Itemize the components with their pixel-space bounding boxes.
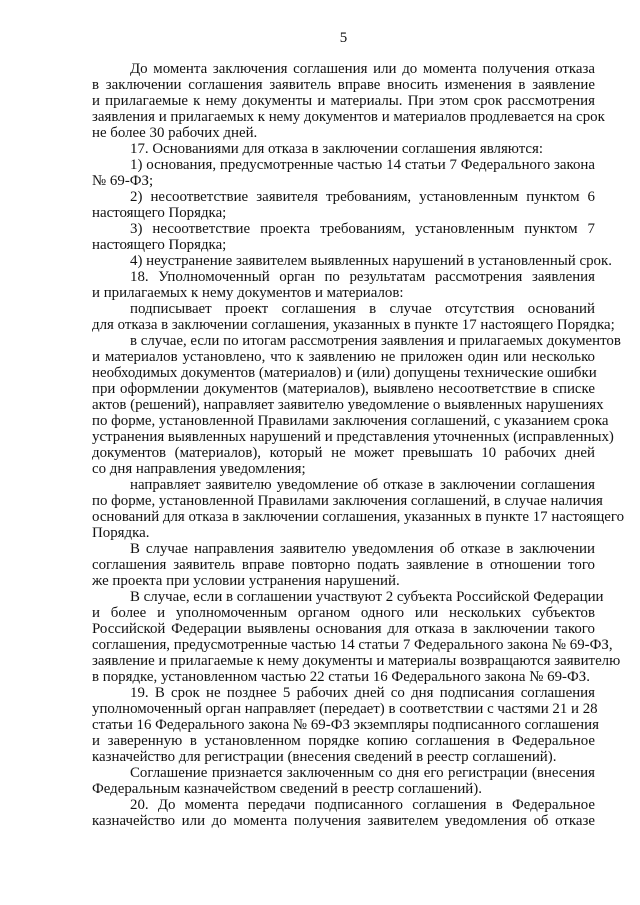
text-line: и более и уполномоченным органом одного или нескольких субъектов <box>92 605 595 621</box>
text-line: В случае, если в соглашении участвуют 2 субъекта Российской Федерации <box>130 589 604 605</box>
paragraph <box>92 301 615 333</box>
paragraph <box>92 589 621 685</box>
document-body <box>92 61 625 829</box>
paragraph <box>92 333 621 477</box>
paragraph <box>92 269 595 301</box>
text-line: для отказа в заключении соглашения, указанных в пункте 17 настоящего Порядка; <box>92 317 615 333</box>
text-line: До момента заключения соглашения или до момента получения отказа <box>130 61 595 77</box>
text-line: казначейство или до момента получения заявителем уведомления об отказе <box>92 813 595 829</box>
text-line: направляет заявителю уведомление об отказе в заключении соглашения <box>130 477 595 493</box>
paragraph <box>92 253 612 269</box>
text-line: актов (решений), направляет заявителю уведомление о выявленных нарушениях <box>92 397 604 413</box>
text-line: № 69-ФЗ; <box>92 173 154 189</box>
text-line: Соглашение признается заключенным со дня его регистрации (внесения <box>130 765 595 781</box>
text-line: 2) несоответствие заявителя требованиям, установленным пунктом 6 <box>130 189 595 205</box>
text-line: уполномоченный орган направляет (передает) в соответствии с частями 21 и 28 <box>92 701 598 717</box>
text-line: оснований для отказа в заключении соглашения, указанных в пункте 17 настоящего <box>92 509 625 525</box>
text-line: 20. До момента передачи подписанного соглашения в Федеральное <box>130 797 595 813</box>
text-line: казначейство для регистрации (внесения сведений в реестр соглашений). <box>92 749 557 765</box>
paragraph <box>92 477 625 541</box>
text-line: Федеральным казначейством сведений в реестр соглашений). <box>92 781 482 797</box>
text-line: в заключении соглашения заявитель вправе вносить изменения в заявление <box>92 77 595 93</box>
text-line: же проекта при условии устранения нарушений. <box>92 573 400 589</box>
text-line: необходимых документов (материалов) и (или) допущены технические ошибки <box>92 365 597 381</box>
paragraph <box>92 541 595 589</box>
text-line: 3) несоответствие проекта требованиям, установленным пунктом 7 <box>130 221 595 237</box>
text-line: устранения выявленных нарушений и представления уточненных (исправленных) <box>92 429 614 445</box>
text-line: подписывает проект соглашения в случае отсутствия оснований <box>130 301 595 317</box>
text-line: в случае, если по итогам рассмотрения заявления и прилагаемых документов <box>130 333 621 349</box>
text-line: при оформлении документов (материалов), выявлено несоответствие в списке <box>92 381 595 397</box>
text-line: и прилагаемые к нему документы и материалы. При этом срок рассмотрения <box>92 93 595 109</box>
paragraph <box>92 189 595 221</box>
text-line: и прилагаемых к нему документов и материалов: <box>92 285 404 301</box>
paragraph <box>92 61 605 141</box>
text-line: настоящего Порядка; <box>92 237 227 253</box>
text-line: 18. Уполномоченный орган по результатам рассмотрения заявления <box>130 269 595 285</box>
text-line: в порядке, установленном частью 22 статьи 16 Федерального закона № 69-ФЗ. <box>92 669 590 685</box>
paragraph <box>92 797 595 829</box>
text-line: документов (материалов), который не может превышать 10 рабочих дней <box>92 445 595 461</box>
text-line: соглашения заявитель вправе повторно подать заявление в отношении того <box>92 557 595 573</box>
text-line: и заверенную в установленном порядке копию соглашения в Федеральное <box>92 733 595 749</box>
text-line: 17. Основаниями для отказа в заключении соглашения являются: <box>130 141 544 157</box>
paragraph <box>92 765 595 797</box>
text-line: настоящего Порядка; <box>92 205 227 221</box>
page-number: 5 <box>339 30 348 46</box>
paragraph <box>92 221 595 253</box>
text-line: Российской Федерации выявлены основания для отказа в заключении такого <box>92 621 595 637</box>
text-line: и материалов установлено, что к заявлению не приложен один или несколько <box>92 349 595 365</box>
text-line: 4) неустранение заявителем выявленных нарушений в установленный срок. <box>130 253 612 269</box>
text-line: по форме, установленной Правилами заключения соглашений, в случае наличия <box>92 493 603 509</box>
text-line: 19. В срок не позднее 5 рабочих дней со дня подписания соглашения <box>130 685 595 701</box>
text-line: не более 30 рабочих дней. <box>92 125 258 141</box>
paragraph <box>92 685 599 765</box>
text-line: 1) основания, предусмотренные частью 14 статьи 7 Федерального закона <box>130 157 595 173</box>
paragraph <box>92 141 595 157</box>
text-line: со дня направления уведомления; <box>92 461 306 477</box>
text-line: соглашения, предусмотренные частью 14 статьи 7 Федерального закона № 69-ФЗ, <box>92 637 613 653</box>
text-line: В случае направления заявителю уведомления об отказе в заключении <box>130 541 595 557</box>
paragraph <box>92 157 595 189</box>
text-line: статьи 16 Федерального закона № 69-ФЗ экземпляры подписанного соглашения <box>92 717 599 733</box>
text-line: Порядка. <box>92 525 150 541</box>
text-line: заявление и прилагаемые к нему документы и материалы возвращаются заявителю <box>92 653 621 669</box>
text-line: по форме, установленной Правилами заключения соглашений, с указанием срока <box>92 413 609 429</box>
text-line: заявления и прилагаемых к нему документов и материалов продлевается на срок <box>92 109 605 125</box>
